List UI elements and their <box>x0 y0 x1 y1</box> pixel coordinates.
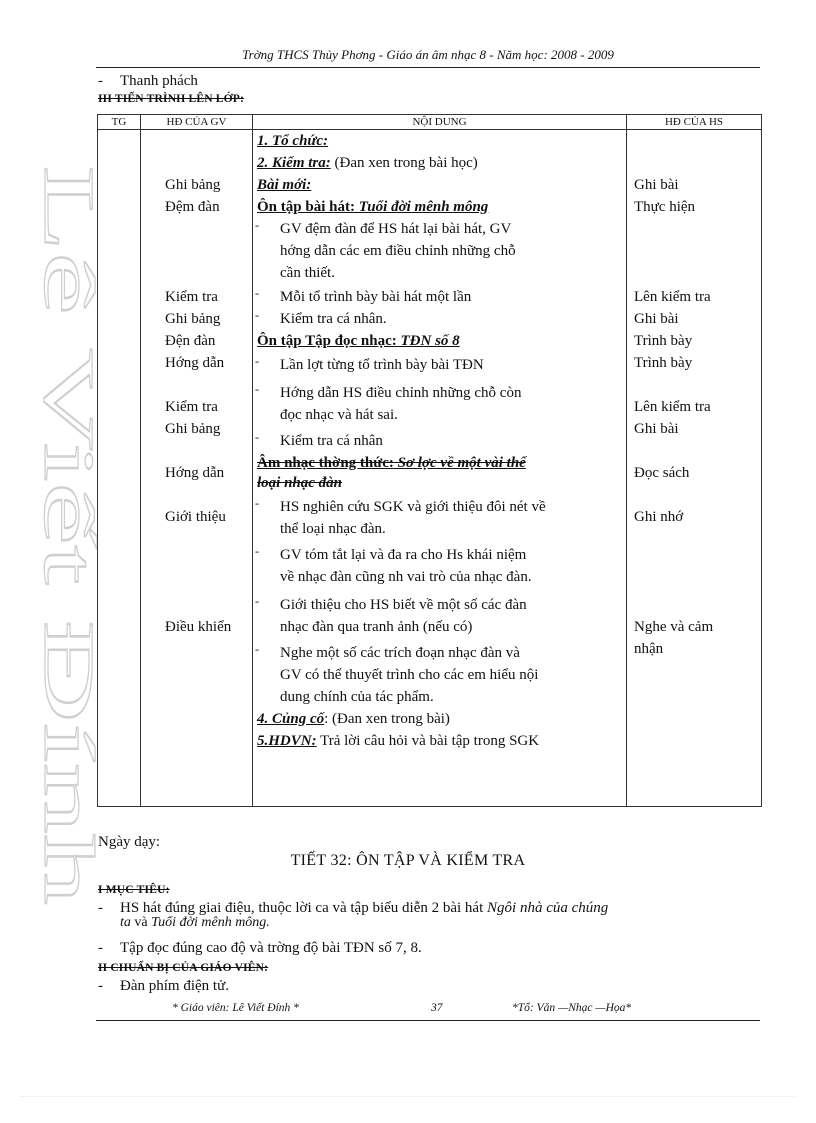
gv-item: Kiểm tra <box>165 289 218 305</box>
table-header-row <box>98 115 762 130</box>
bullet-dash: - <box>255 308 259 322</box>
bullet-text: thể loại nhạc đàn. <box>280 521 386 537</box>
review-song-label: Ôn tập bài hát: <box>257 199 355 215</box>
watermark-text: Lê Viết Đính <box>29 165 109 540</box>
bullet-dash: - <box>255 496 259 510</box>
bullet-text: Kiểm tra cá nhân. <box>280 311 387 327</box>
gv-item: Hớng dẫn <box>165 465 225 481</box>
page-header <box>96 47 760 68</box>
check-text: (Đan xen trong bài học) <box>330 155 478 171</box>
watermark <box>29 165 109 925</box>
review-reading-title: TĐN số 8 <box>396 333 460 349</box>
gv-item: Ghi bảng <box>165 177 221 193</box>
hs-item: Ghi bài <box>634 311 679 327</box>
objective-text: Tập đọc đúng cao độ và trờng độ bài TĐN số 7, 8. <box>120 940 422 956</box>
section-1-heading: I MỤC TIÊU: <box>98 884 170 896</box>
footer-teacher: * Giáo viên: Lê Viết Đính * <box>172 1002 299 1014</box>
bullet-text: dung chính của tác phẩm. <box>280 689 434 705</box>
new-lesson-heading: Bài mới: <box>257 177 312 193</box>
gv-cell <box>141 130 253 807</box>
prep-item: - Đàn phím điện tử. <box>98 978 229 994</box>
lesson-title: TIẾT 32: ÔN TẬP VÀ KIỂM TRA <box>290 852 526 869</box>
song-title: Ngôi nhà của chúng <box>487 900 609 916</box>
hs-item: Lên kiểm tra <box>634 399 711 415</box>
song-title: Tuổi đời mênh mông. <box>151 915 270 930</box>
materials-text: Thanh phách <box>120 73 198 89</box>
hs-item: Đọc sách <box>634 465 690 481</box>
page-footer <box>96 1002 760 1021</box>
col-content: NỘI DUNG <box>253 115 627 130</box>
gv-item: Kiểm tra <box>165 399 218 415</box>
hs-item: Lên kiểm tra <box>634 289 711 305</box>
bullet-text: Hớng dẫn HS điều chỉnh những chỗ còn <box>280 385 522 401</box>
bullet-text: hớng dẫn các em điều chỉnh những chỗ <box>280 243 516 259</box>
hs-item: Nghe và cảm <box>634 619 714 635</box>
bullet-text: Kiểm tra cá nhân <box>280 433 383 449</box>
hs-item: Ghi bài <box>634 177 679 193</box>
homework-line <box>257 732 539 750</box>
bullet-text: Giới thiệu cho HS biết về một số các đàn <box>280 597 527 613</box>
bullet-text: nhạc đàn qua tranh ảnh (nếu có) <box>280 619 473 635</box>
header-text: Trờng THCS Thủy Phơng - Giáo án âm nhạc 8 - Năm học: 2008 - 2009 <box>242 47 614 62</box>
section-3-heading: III TIẾN TRÌNH LÊN LỚP: <box>98 93 245 105</box>
bullet-text: GV có thể thuyết trình cho các em hiểu nội <box>280 667 539 683</box>
content-cell <box>253 130 627 807</box>
bullet-text: về nhạc đàn cũng nh vai trò của nhạc đàn. <box>280 569 532 585</box>
bullet-dash: - <box>255 544 259 558</box>
prep-text: Đàn phím điện tử. <box>120 978 229 994</box>
footer-group: *Tổ: Văn —Nhạc —Họa* <box>512 1002 632 1014</box>
consolidation-text: : (Đan xen trong bài) <box>324 711 450 727</box>
objective-text: HS hát đúng giai điệu, thuộc lời ca và tập biểu diễn 2 bài hát <box>120 900 488 916</box>
bullet-dash: - <box>255 382 259 396</box>
bullet-text: đọc nhạc và hát sai. <box>280 407 398 423</box>
hs-item: Ghi nhớ <box>634 509 684 525</box>
review-song-heading <box>257 198 488 216</box>
check-line <box>257 154 478 172</box>
hs-item: nhận <box>634 641 664 657</box>
conjunction: và <box>130 915 152 930</box>
tg-cell <box>98 130 141 807</box>
col-hs: HĐ CỦA HS <box>627 115 762 130</box>
page-number: 37 <box>431 1002 443 1014</box>
section-2-heading: II CHUẨN BỊ CỦA GIÁO VIÊN: <box>98 962 269 974</box>
review-song-title: Tuổi đời mênh mông <box>354 199 489 215</box>
col-tg: TG <box>98 115 141 130</box>
gv-item: Giới thiệu <box>165 509 226 525</box>
org-heading: 1. Tổ chức: <box>257 133 329 149</box>
objective-item-cont <box>120 916 270 930</box>
col-gv: HĐ CỦA GV <box>141 115 253 130</box>
consolidation-line <box>257 710 450 728</box>
hs-item: Thực hiện <box>634 199 696 215</box>
materials-item: - Thanh phách <box>98 73 198 89</box>
hs-item: Ghi bài <box>634 421 679 437</box>
bullet-text: Nghe một số các trích đoạn nhạc đàn và <box>280 645 520 661</box>
bullet-text: Mỗi tổ trình bày bài hát một lần <box>280 289 472 305</box>
consolidation-label: 4. Củng cố <box>257 711 325 727</box>
gv-item: Điều khiển <box>165 619 232 635</box>
bullet-dash: - <box>255 642 259 656</box>
homework-label: 5.HDVN: <box>257 733 317 749</box>
bullet-dash: - <box>255 354 259 368</box>
song-title-cont: ta <box>120 915 131 930</box>
theory-title-cont: loại nhạc đàn <box>257 475 343 491</box>
check-label: 2. Kiểm tra: <box>257 155 331 171</box>
gv-item: Đện đàn <box>165 333 216 349</box>
gv-item: Hớng dẫn <box>165 355 225 371</box>
review-reading-label: Ôn tập Tập đọc nhạc: <box>257 333 397 349</box>
gv-item: Đệm đàn <box>165 199 220 215</box>
theory-heading <box>257 454 526 472</box>
theory-title: Sơ lợc về một vài thể <box>393 455 526 471</box>
bullet-dash: - <box>255 286 259 300</box>
table-row <box>98 130 762 807</box>
lesson-plan-table <box>97 114 762 807</box>
gv-item: Ghi bảng <box>165 421 221 437</box>
theory-label: Âm nhạc thờng thức: <box>257 455 394 471</box>
bullet-text: cần thiết. <box>280 265 335 281</box>
bullet-text: GV đệm đàn để HS hát lại bài hát, GV <box>280 221 512 237</box>
hs-item: Trình bày <box>634 355 693 371</box>
bullet-dash: - <box>255 594 259 608</box>
objective-item: - Tập đọc đúng cao độ và trờng độ bài TĐN số 7, 8. <box>98 940 422 956</box>
homework-text: Trả lời câu hỏi và bài tập trong SGK <box>316 733 540 749</box>
hs-item: Trình bày <box>634 333 693 349</box>
gv-item: Ghi bảng <box>165 311 221 327</box>
review-reading-heading <box>257 332 460 350</box>
bullet-dash: - <box>255 218 259 232</box>
page-bottom-rule <box>20 1096 796 1097</box>
date-label: Ngày dạy: <box>98 834 161 850</box>
bullet-dash: - <box>255 430 259 444</box>
objective-item: - HS hát đúng giai điệu, thuộc lời ca và tập biểu diễn 2 bài hát Ngôi nhà của chúng <box>98 900 609 916</box>
hs-cell <box>627 130 762 807</box>
bullet-text: GV tóm tắt lại và đa ra cho Hs khái niệm <box>280 547 527 563</box>
bullet-text: Lần lợt từng tổ trình bày bài TĐN <box>280 357 484 373</box>
bullet-text: HS nghiên cứu SGK và giới thiệu đôi nét về <box>280 499 546 515</box>
